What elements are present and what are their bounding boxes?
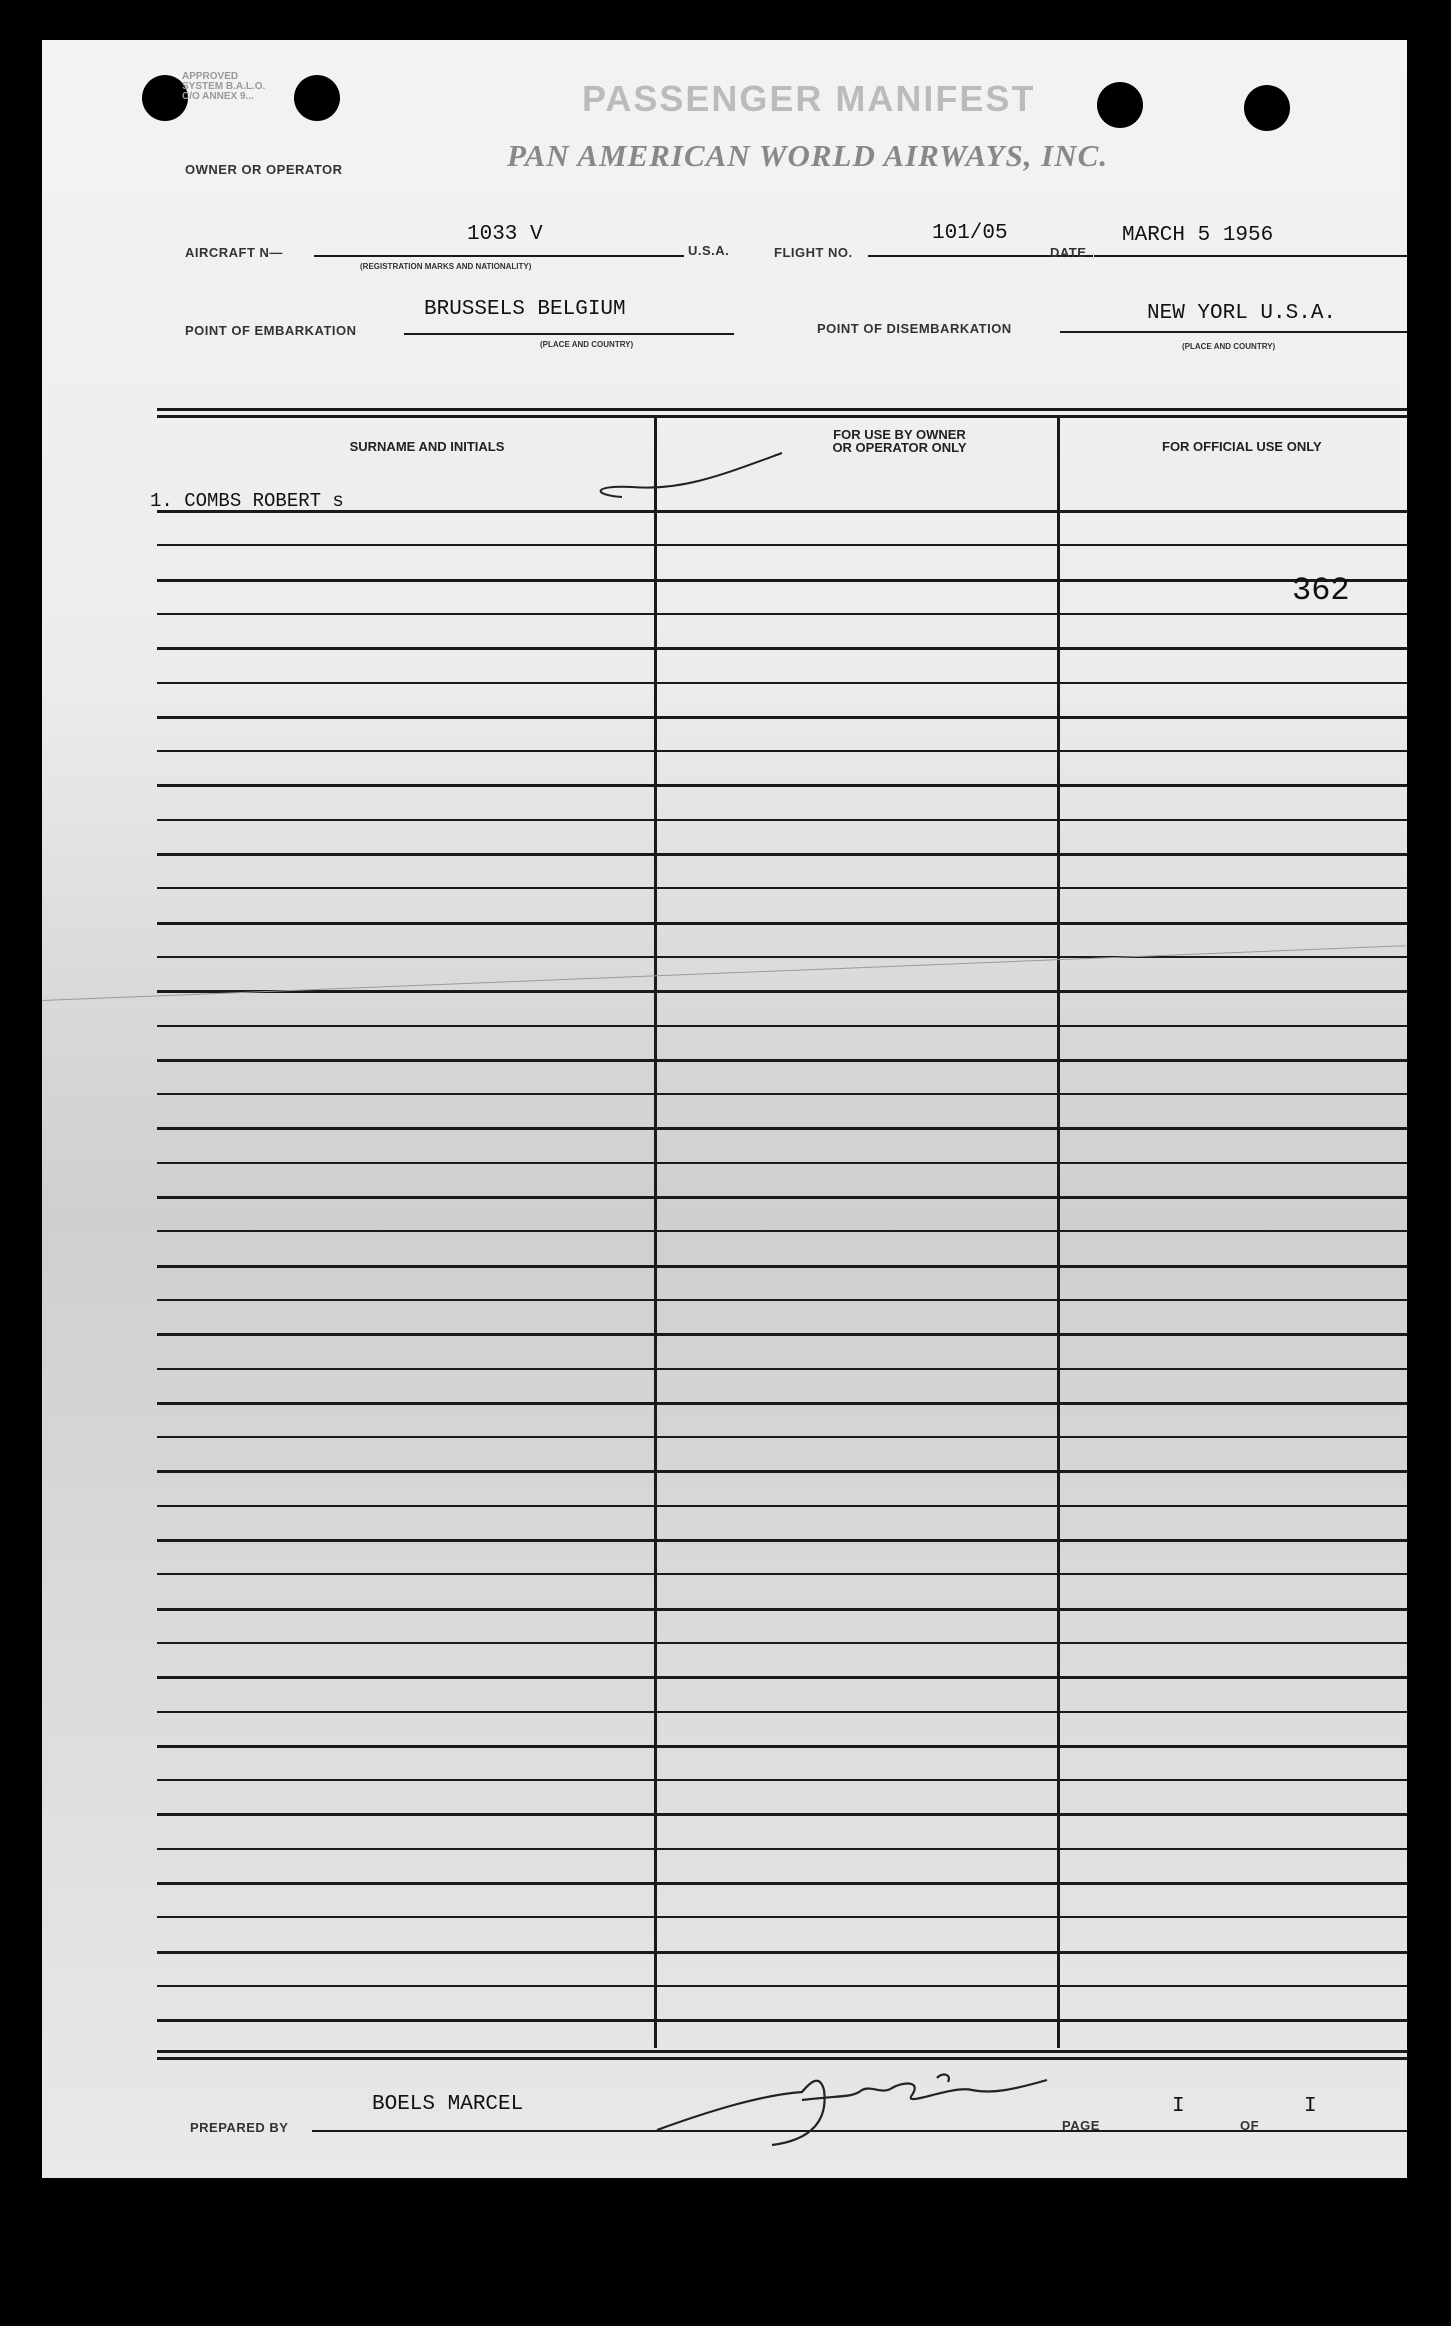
- disembarkation-label: POINT OF DISEMBARKATION: [817, 321, 1012, 336]
- row-rule: [157, 1951, 1407, 1954]
- official-value-row-2: 362: [1292, 572, 1350, 609]
- row-rule: [157, 887, 1407, 889]
- row-rule: [157, 647, 1407, 650]
- approval-stamp: APPROVED SYSTEM B.A.L.O. C/O ANNEX 9...: [182, 71, 266, 102]
- pen-stroke: [572, 445, 792, 515]
- page-value: I: [1172, 2095, 1185, 2118]
- date-value: MARCH 5 1956: [1122, 224, 1274, 247]
- row-rule: [157, 1093, 1407, 1095]
- row-rule: [157, 1436, 1407, 1438]
- aircraft-underline: [314, 255, 684, 257]
- table-bottom-rule-1: [157, 2050, 1407, 2053]
- owner-label: OWNER OR OPERATOR: [185, 162, 343, 177]
- row-rule: [157, 613, 1407, 615]
- row-rule: [157, 1985, 1407, 1987]
- prepared-by-value: BOELS MARCEL: [372, 2093, 524, 2116]
- row-rule: [157, 2019, 1407, 2022]
- flight-value: 101/05: [932, 222, 1008, 245]
- row-rule: [157, 750, 1407, 752]
- row-rule: [157, 1779, 1407, 1781]
- page-label: PAGE: [1062, 2118, 1100, 2133]
- row-rule: [157, 1059, 1407, 1062]
- row-rule: [157, 1745, 1407, 1748]
- row-rule: [157, 716, 1407, 719]
- row-rule: [157, 1711, 1407, 1713]
- row-rule: [157, 682, 1407, 684]
- punch-hole-2: [294, 75, 340, 121]
- embarkation-sub-label: (PLACE AND COUNTRY): [540, 340, 634, 349]
- row-rule: [157, 956, 1407, 958]
- row-rule: [157, 1916, 1407, 1918]
- row-rule: [157, 1162, 1407, 1164]
- row-rule: [157, 1368, 1407, 1370]
- punch-hole-3: [1097, 82, 1143, 128]
- col-header-surname: SURNAME AND INITIALS: [349, 439, 505, 454]
- row-rule: [157, 1470, 1407, 1473]
- disembarkation-underline: [1060, 331, 1407, 333]
- disembarkation-value: NEW YORL U.S.A.: [1147, 302, 1337, 325]
- column-divider-1: [654, 418, 657, 2048]
- row-rule: [157, 1813, 1407, 1816]
- row-rule: [157, 1608, 1407, 1611]
- col-header-official-use: FOR OFFICIAL USE ONLY: [1162, 439, 1322, 454]
- aircraft-sub-label: (REGISTRATION MARKS AND NATIONALITY): [360, 262, 532, 271]
- document-title: PASSENGER MANIFEST: [582, 78, 1036, 119]
- disembarkation-sub-label: (PLACE AND COUNTRY): [1182, 342, 1276, 351]
- row-rule: [157, 1196, 1407, 1199]
- row-rule: [157, 1127, 1407, 1130]
- row-rule: [157, 544, 1407, 546]
- row-rule: [157, 1299, 1407, 1301]
- row-rule: [157, 1882, 1407, 1885]
- row-rule: [157, 1230, 1407, 1232]
- row-rule: [157, 579, 1407, 582]
- row-rule: [157, 990, 1407, 993]
- row-rule: [157, 1642, 1407, 1644]
- date-underline: [1094, 255, 1407, 257]
- aircraft-country: U.S.A.: [688, 243, 730, 258]
- row-rule: [157, 1539, 1407, 1542]
- column-divider-2: [1057, 418, 1060, 2048]
- embarkation-underline: [404, 333, 734, 335]
- embarkation-label: POINT OF EMBARKATION: [185, 323, 357, 338]
- passenger-name-row-1: 1. COMBS ROBERT s: [150, 490, 344, 512]
- aircraft-label: AIRCRAFT N—: [185, 245, 283, 260]
- row-rule: [157, 1573, 1407, 1575]
- row-rule: [157, 1333, 1407, 1336]
- row-rule: [157, 784, 1407, 787]
- row-rule: [157, 1025, 1407, 1027]
- row-rule: [157, 1848, 1407, 1850]
- of-value: I: [1304, 2095, 1317, 2118]
- table-top-rule-2: [157, 415, 1407, 418]
- signature: [652, 2060, 1052, 2150]
- table-top-rule-1: [157, 408, 1407, 411]
- owner-value: PAN AMERICAN WORLD AIRWAYS, INC.: [507, 138, 1109, 173]
- row-rule: [157, 819, 1407, 821]
- prepared-by-label: PREPARED BY: [190, 2120, 289, 2135]
- row-rule: [157, 1505, 1407, 1507]
- row-rule: [157, 1265, 1407, 1268]
- row-rule: [157, 922, 1407, 925]
- embarkation-value: BRUSSELS BELGIUM: [424, 298, 626, 321]
- manifest-sheet: [42, 40, 1407, 2178]
- date-label: DATE: [1050, 245, 1087, 260]
- row-rule: [157, 853, 1407, 856]
- punch-hole-4: [1244, 85, 1290, 131]
- col-header-owner-use-line1: FOR USE BY OWNER: [833, 427, 966, 442]
- row-rule: [157, 1676, 1407, 1679]
- col-header-owner-use-line2: OR OPERATOR ONLY: [832, 440, 967, 455]
- of-label: OF: [1240, 2118, 1260, 2133]
- flight-label: FLIGHT NO.: [774, 245, 853, 260]
- aircraft-value: 1033 V: [467, 223, 543, 246]
- row-rule: [157, 1402, 1407, 1405]
